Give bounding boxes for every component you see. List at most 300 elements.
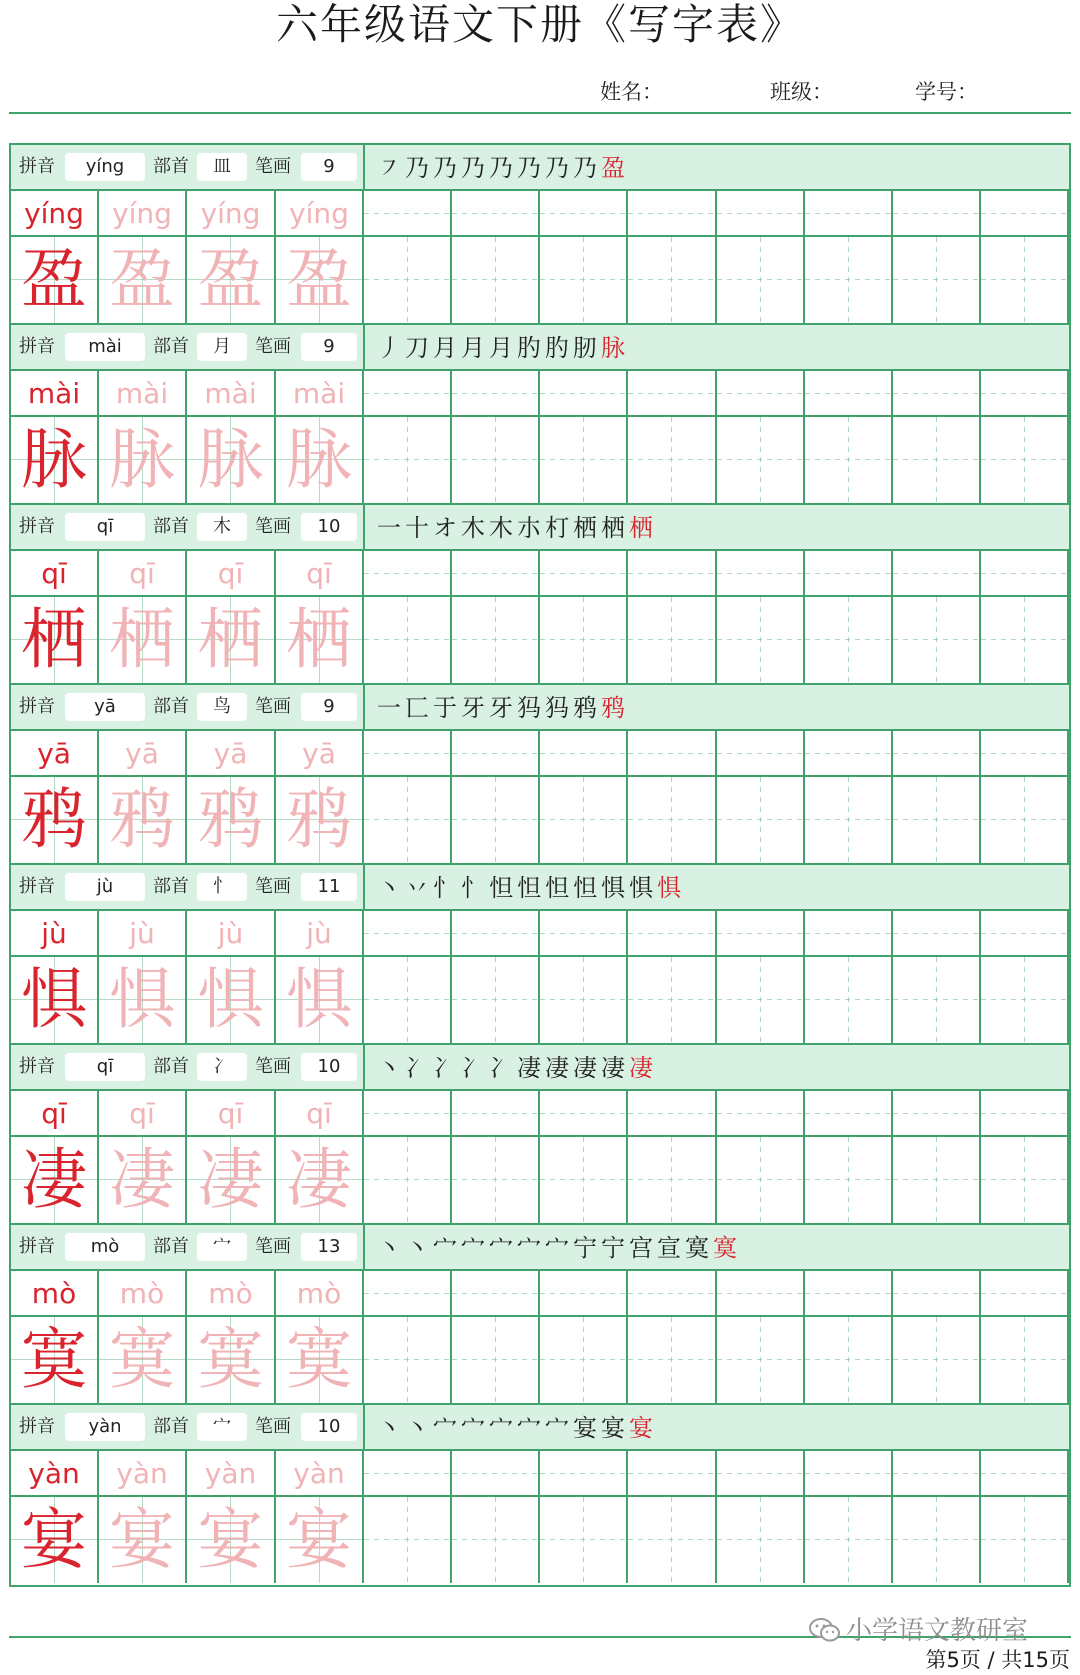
stroke-step: 忄 — [461, 874, 489, 902]
stroke-order-sequence — [377, 325, 629, 369]
empty-pinyin-cell — [717, 191, 805, 237]
pinyin-practice-cell: mài — [187, 371, 276, 417]
header-divider — [363, 1405, 365, 1451]
character-practice-cell: 宴 — [99, 1497, 187, 1583]
character-practice-cell: 脉 — [99, 417, 187, 503]
empty-character-cell — [717, 237, 805, 323]
character-block — [11, 1405, 1069, 1585]
stroke-step: 月 — [489, 334, 517, 362]
pinyin-value: yíng — [65, 153, 145, 181]
empty-character-cell — [805, 1317, 893, 1403]
stroke-step: 怛 — [545, 874, 573, 902]
header-divider — [363, 145, 365, 191]
stroke-step: 一 — [377, 514, 405, 542]
radical-value: 冫 — [197, 1053, 247, 1081]
stroke-step: 宀 — [433, 1414, 461, 1442]
character-info-header — [11, 685, 1069, 731]
pinyin-value: mò — [65, 1233, 145, 1261]
stroke-count-value: 9 — [301, 153, 357, 181]
character-practice-cell: 盈 — [187, 237, 276, 323]
empty-character-cell — [364, 597, 452, 683]
character-info-header — [11, 1225, 1069, 1271]
stroke-step: 丶 — [405, 1414, 433, 1442]
empty-character-cell — [717, 1497, 805, 1583]
character-practice-cell: 寞 — [187, 1317, 276, 1403]
pinyin-practice-cell: yàn — [11, 1451, 99, 1497]
stroke-count-label: 笔画 — [255, 876, 291, 897]
header-divider — [363, 505, 365, 551]
stroke-order-sequence — [377, 1405, 657, 1449]
character-practice-cell: 惧 — [276, 957, 364, 1043]
radical-label: 部首 — [153, 1056, 189, 1077]
character-block — [11, 505, 1069, 685]
empty-pinyin-cell — [717, 371, 805, 417]
empty-character-cell — [981, 1317, 1069, 1403]
empty-pinyin-cell — [628, 191, 717, 237]
empty-character-cell — [452, 1497, 540, 1583]
empty-pinyin-cell — [540, 191, 628, 237]
stroke-step: 乃 — [461, 154, 489, 182]
stroke-step: 寞 — [713, 1234, 741, 1262]
pinyin-value: yàn — [65, 1413, 145, 1441]
stroke-step: 惧 — [657, 874, 685, 902]
character-practice-cell: 凄 — [11, 1137, 99, 1223]
pinyin-label: 拼音 — [19, 1416, 55, 1437]
empty-pinyin-cell — [364, 191, 452, 237]
pinyin-practice-cell: yàn — [187, 1451, 276, 1497]
character-practice-cell: 惧 — [11, 957, 99, 1043]
empty-character-cell — [893, 777, 981, 863]
stroke-count-value: 10 — [301, 1053, 357, 1081]
empty-character-cell — [805, 237, 893, 323]
stroke-step: 乃 — [545, 154, 573, 182]
character-info-header — [11, 865, 1069, 911]
pinyin-label: 拼音 — [19, 1236, 55, 1257]
pinyin-label: 拼音 — [19, 156, 55, 177]
character-practice-cell: 盈 — [276, 237, 364, 323]
stroke-count-label: 笔画 — [255, 156, 291, 177]
character-practice-cell: 栖 — [276, 597, 364, 683]
radical-label: 部首 — [153, 516, 189, 537]
stroke-step: 凄 — [573, 1054, 601, 1082]
empty-character-cell — [893, 1317, 981, 1403]
empty-character-cell — [540, 417, 628, 503]
empty-character-cell — [717, 1137, 805, 1223]
character-practice-cell: 宴 — [187, 1497, 276, 1583]
stroke-step: 乃 — [573, 154, 601, 182]
header-divider — [363, 325, 365, 371]
stroke-step: 宀 — [517, 1414, 545, 1442]
pinyin-practice-cell: mò — [276, 1271, 364, 1317]
character-practice-cell: 寞 — [99, 1317, 187, 1403]
empty-character-cell — [805, 597, 893, 683]
stroke-step: 宀 — [461, 1414, 489, 1442]
empty-character-cell — [628, 597, 717, 683]
empty-character-cell — [893, 597, 981, 683]
stroke-step: 宴 — [629, 1414, 657, 1442]
stroke-step: 十 — [405, 514, 433, 542]
empty-character-cell — [805, 1137, 893, 1223]
character-info-header — [11, 1405, 1069, 1451]
empty-character-cell — [628, 1497, 717, 1583]
stroke-step: 丿 — [377, 334, 405, 362]
empty-character-cell — [540, 597, 628, 683]
radical-label: 部首 — [153, 1236, 189, 1257]
stroke-step: 月 — [433, 334, 461, 362]
pinyin-practice-cell: mò — [99, 1271, 187, 1317]
pinyin-practice-cell: yā — [187, 731, 276, 777]
stroke-step: 朩 — [517, 514, 545, 542]
stroke-step: 宀 — [489, 1414, 517, 1442]
stroke-step: 寞 — [685, 1234, 713, 1262]
empty-pinyin-cell — [628, 911, 717, 957]
empty-character-cell — [981, 417, 1069, 503]
pinyin-practice-cell: yàn — [276, 1451, 364, 1497]
stroke-step: 惧 — [629, 874, 657, 902]
empty-pinyin-cell — [981, 1271, 1069, 1317]
empty-pinyin-cell — [717, 1451, 805, 1497]
stroke-step: 丶 — [405, 1234, 433, 1262]
empty-character-cell — [805, 777, 893, 863]
stroke-step: 丶 — [377, 1234, 405, 1262]
empty-character-cell — [717, 597, 805, 683]
empty-pinyin-cell — [893, 371, 981, 417]
stroke-step: 牙 — [461, 694, 489, 722]
character-block — [11, 325, 1069, 505]
empty-character-cell — [452, 417, 540, 503]
stroke-step: 宀 — [433, 1234, 461, 1262]
header-divider — [363, 865, 365, 911]
pinyin-practice-cell: qī — [276, 1091, 364, 1137]
character-info-header — [11, 1045, 1069, 1091]
stroke-step: 宀 — [545, 1234, 573, 1262]
stroke-step: 丶 — [377, 1414, 405, 1442]
pinyin-value: qī — [65, 513, 145, 541]
watermark-text: 小学语文教研室 — [846, 1616, 1029, 1646]
stroke-step: 乃 — [517, 154, 545, 182]
stroke-step: 木 — [461, 514, 489, 542]
pinyin-value: yā — [65, 693, 145, 721]
empty-pinyin-cell — [628, 1451, 717, 1497]
pinyin-practice-cell: jù — [276, 911, 364, 957]
empty-character-cell — [805, 957, 893, 1043]
stroke-step: 栖 — [629, 514, 657, 542]
stroke-count-label: 笔画 — [255, 1236, 291, 1257]
empty-pinyin-cell — [452, 1451, 540, 1497]
empty-character-cell — [628, 1137, 717, 1223]
empty-pinyin-cell — [981, 551, 1069, 597]
empty-character-cell — [628, 417, 717, 503]
character-practice-cell: 凄 — [276, 1137, 364, 1223]
empty-pinyin-cell — [805, 911, 893, 957]
stroke-step: 怛 — [489, 874, 517, 902]
empty-character-cell — [364, 1137, 452, 1223]
character-practice-cell: 栖 — [187, 597, 276, 683]
empty-pinyin-cell — [893, 731, 981, 777]
character-practice-cell: 凄 — [99, 1137, 187, 1223]
class-label: 班级： — [770, 80, 833, 104]
stroke-step: 凄 — [629, 1054, 657, 1082]
pinyin-value: jù — [65, 873, 145, 901]
stroke-count-value: 11 — [301, 873, 357, 901]
empty-pinyin-cell — [364, 1451, 452, 1497]
empty-character-cell — [717, 957, 805, 1043]
empty-character-cell — [364, 237, 452, 323]
empty-pinyin-cell — [540, 1091, 628, 1137]
wechat-icon — [808, 1617, 842, 1643]
empty-character-cell — [628, 777, 717, 863]
empty-character-cell — [805, 417, 893, 503]
radical-value: 忄 — [197, 873, 247, 901]
pinyin-practice-cell: qī — [187, 1091, 276, 1137]
stroke-step: 宁 — [573, 1234, 601, 1262]
stroke-order-sequence — [377, 1045, 657, 1089]
page-title: 六年级语文下册《写字表》 — [275, 0, 804, 49]
empty-character-cell — [717, 1317, 805, 1403]
stroke-step: 盈 — [601, 154, 629, 182]
pinyin-practice-cell: yā — [276, 731, 364, 777]
stroke-order-sequence — [377, 145, 629, 189]
empty-pinyin-cell — [364, 551, 452, 597]
pinyin-label: 拼音 — [19, 696, 55, 717]
empty-character-cell — [981, 237, 1069, 323]
radical-value: 皿 — [197, 153, 247, 181]
empty-pinyin-cell — [452, 551, 540, 597]
empty-character-cell — [540, 777, 628, 863]
pinyin-practice-cell: yàn — [99, 1451, 187, 1497]
empty-character-cell — [717, 777, 805, 863]
watermark — [808, 1610, 1028, 1647]
stroke-step: 乃 — [433, 154, 461, 182]
character-practice-cell: 寞 — [276, 1317, 364, 1403]
empty-pinyin-cell — [717, 731, 805, 777]
stroke-step: 冫 — [405, 1054, 433, 1082]
empty-pinyin-cell — [628, 1091, 717, 1137]
stroke-step: 宣 — [657, 1234, 685, 1262]
radical-value: 宀 — [197, 1413, 247, 1441]
radical-label: 部首 — [153, 876, 189, 897]
empty-pinyin-cell — [452, 191, 540, 237]
stroke-step: 宁 — [601, 1234, 629, 1262]
stroke-count-value: 13 — [301, 1233, 357, 1261]
pinyin-practice-cell: yā — [11, 731, 99, 777]
character-practice-cell: 脉 — [276, 417, 364, 503]
radical-value: 木 — [197, 513, 247, 541]
radical-value: 月 — [197, 333, 247, 361]
empty-character-cell — [540, 957, 628, 1043]
pinyin-practice-cell: yíng — [99, 191, 187, 237]
character-block — [11, 1045, 1069, 1225]
stroke-order-sequence — [377, 685, 629, 729]
stroke-step: 宴 — [573, 1414, 601, 1442]
stroke-step: ⼖ — [405, 694, 433, 722]
pinyin-practice-cell: yíng — [11, 191, 99, 237]
empty-pinyin-cell — [452, 911, 540, 957]
stroke-step: 宀 — [461, 1234, 489, 1262]
stroke-step: 肑 — [517, 334, 545, 362]
character-info-header — [11, 145, 1069, 191]
character-practice-cell: 鸦 — [187, 777, 276, 863]
stroke-count-label: 笔画 — [255, 1416, 291, 1437]
empty-character-cell — [452, 597, 540, 683]
stroke-count-value: 9 — [301, 693, 357, 721]
stroke-step: 肑 — [545, 334, 573, 362]
character-practice-cell: 鸦 — [99, 777, 187, 863]
pinyin-practice-cell: yā — [99, 731, 187, 777]
character-block — [11, 1225, 1069, 1405]
stroke-order-sequence — [377, 1225, 741, 1269]
pinyin-practice-cell: qī — [276, 551, 364, 597]
stroke-step: 乃 — [405, 154, 433, 182]
pinyin-practice-cell: jù — [187, 911, 276, 957]
character-block — [11, 865, 1069, 1045]
radical-label: 部首 — [153, 156, 189, 177]
empty-pinyin-cell — [805, 1091, 893, 1137]
empty-pinyin-cell — [628, 1271, 717, 1317]
empty-pinyin-cell — [540, 1451, 628, 1497]
stroke-step: 宀 — [489, 1234, 517, 1262]
empty-character-cell — [540, 237, 628, 323]
empty-pinyin-cell — [981, 1451, 1069, 1497]
empty-character-cell — [981, 777, 1069, 863]
header-divider — [363, 685, 365, 731]
empty-pinyin-cell — [893, 1451, 981, 1497]
empty-pinyin-cell — [981, 1091, 1069, 1137]
empty-character-cell — [893, 957, 981, 1043]
page-number: 第5页 / 共15页 — [925, 1648, 1070, 1672]
empty-character-cell — [540, 1137, 628, 1223]
empty-pinyin-cell — [364, 1271, 452, 1317]
empty-pinyin-cell — [452, 1091, 540, 1137]
empty-character-cell — [981, 957, 1069, 1043]
pinyin-label: 拼音 — [19, 516, 55, 537]
empty-pinyin-cell — [893, 1091, 981, 1137]
stroke-count-value: 9 — [301, 333, 357, 361]
pinyin-practice-cell: mài — [99, 371, 187, 417]
pinyin-practice-cell: qī — [99, 551, 187, 597]
character-practice-cell: 脉 — [11, 417, 99, 503]
pinyin-practice-cell: qī — [99, 1091, 187, 1137]
empty-character-cell — [364, 1497, 452, 1583]
stroke-step: 栖 — [573, 514, 601, 542]
empty-character-cell — [364, 957, 452, 1043]
stroke-step: 宫 — [629, 1234, 657, 1262]
header-divider — [363, 1045, 365, 1091]
empty-character-cell — [628, 1317, 717, 1403]
empty-pinyin-cell — [717, 911, 805, 957]
stroke-order-sequence — [377, 865, 685, 909]
pinyin-practice-cell: yíng — [276, 191, 364, 237]
stroke-step: 忄 — [433, 874, 461, 902]
pinyin-value: mài — [65, 333, 145, 361]
empty-character-cell — [981, 1137, 1069, 1223]
stroke-step: オ — [433, 514, 461, 542]
empty-character-cell — [893, 1497, 981, 1583]
empty-pinyin-cell — [981, 911, 1069, 957]
empty-pinyin-cell — [628, 371, 717, 417]
pinyin-practice-cell: jù — [99, 911, 187, 957]
empty-pinyin-cell — [893, 911, 981, 957]
pinyin-label: 拼音 — [19, 876, 55, 897]
empty-character-cell — [981, 1497, 1069, 1583]
stroke-step: 凄 — [545, 1054, 573, 1082]
stroke-step: 丷 — [405, 874, 433, 902]
character-practice-cell: 栖 — [99, 597, 187, 683]
empty-pinyin-cell — [981, 731, 1069, 777]
empty-pinyin-cell — [893, 191, 981, 237]
empty-pinyin-cell — [717, 1091, 805, 1137]
radical-label: 部首 — [153, 336, 189, 357]
stroke-step: 冫 — [461, 1054, 489, 1082]
empty-pinyin-cell — [540, 371, 628, 417]
stroke-step: 牙 — [489, 694, 517, 722]
radical-label: 部首 — [153, 696, 189, 717]
empty-character-cell — [364, 1317, 452, 1403]
character-practice-cell: 栖 — [11, 597, 99, 683]
character-practice-cell: 脉 — [187, 417, 276, 503]
stroke-step: 怛 — [573, 874, 601, 902]
header-divider — [363, 1225, 365, 1271]
character-practice-cell: 盈 — [11, 237, 99, 323]
stroke-order-sequence — [377, 505, 657, 549]
character-practice-cell: 盈 — [99, 237, 187, 323]
empty-character-cell — [805, 1497, 893, 1583]
empty-pinyin-cell — [540, 911, 628, 957]
empty-character-cell — [452, 237, 540, 323]
empty-character-cell — [452, 957, 540, 1043]
empty-pinyin-cell — [717, 1271, 805, 1317]
empty-pinyin-cell — [893, 551, 981, 597]
empty-pinyin-cell — [540, 1271, 628, 1317]
empty-pinyin-cell — [452, 1271, 540, 1317]
empty-pinyin-cell — [540, 551, 628, 597]
empty-pinyin-cell — [717, 551, 805, 597]
character-practice-cell: 鸦 — [276, 777, 364, 863]
stroke-step: 冫 — [433, 1054, 461, 1082]
stroke-step: 木 — [489, 514, 517, 542]
character-block — [11, 145, 1069, 325]
stroke-step: 犸 — [517, 694, 545, 722]
stroke-count-label: 笔画 — [255, 696, 291, 717]
character-practice-cell: 寞 — [11, 1317, 99, 1403]
stroke-step: 犸 — [545, 694, 573, 722]
empty-pinyin-cell — [364, 911, 452, 957]
stroke-step: 惧 — [601, 874, 629, 902]
empty-character-cell — [364, 777, 452, 863]
empty-character-cell — [628, 957, 717, 1043]
stroke-step: 怛 — [517, 874, 545, 902]
character-practice-cell: 宴 — [276, 1497, 364, 1583]
empty-character-cell — [452, 777, 540, 863]
pinyin-label: 拼音 — [19, 1056, 55, 1077]
radical-value: 宀 — [197, 1233, 247, 1261]
stroke-count-value: 10 — [301, 513, 357, 541]
stroke-step: 凄 — [517, 1054, 545, 1082]
empty-character-cell — [540, 1497, 628, 1583]
stroke-step: 冫 — [489, 1054, 517, 1082]
name-label: 姓名： — [600, 80, 663, 104]
stroke-step: 肕 — [573, 334, 601, 362]
pinyin-practice-cell: mò — [11, 1271, 99, 1317]
empty-pinyin-cell — [452, 731, 540, 777]
pinyin-practice-cell: jù — [11, 911, 99, 957]
pinyin-practice-cell: qī — [187, 551, 276, 597]
empty-pinyin-cell — [364, 1091, 452, 1137]
empty-pinyin-cell — [805, 731, 893, 777]
character-practice-cell: 惧 — [99, 957, 187, 1043]
empty-pinyin-cell — [981, 191, 1069, 237]
pinyin-practice-cell: qī — [11, 1091, 99, 1137]
